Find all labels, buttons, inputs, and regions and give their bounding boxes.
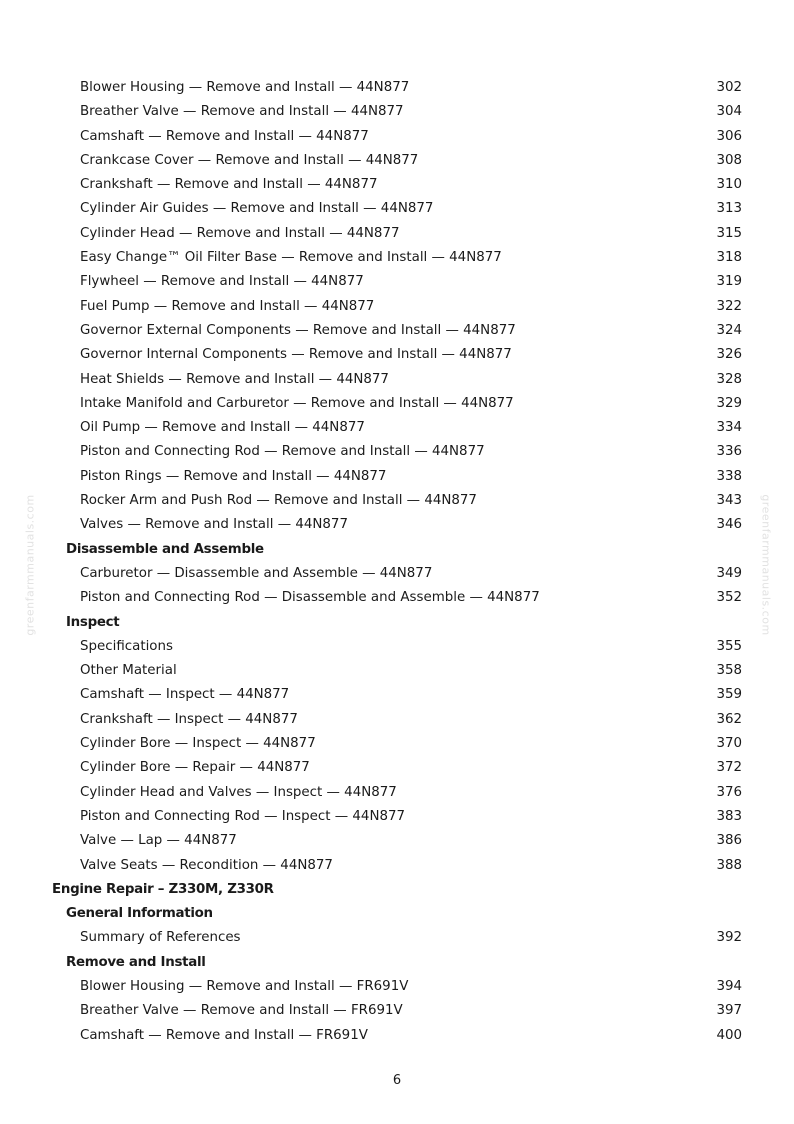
toc-entry[interactable] [0,197,794,221]
toc-entry-page: 349 [716,565,742,581]
toc-entry-title: Carburetor — Disassemble and Assemble — 44N877 [80,565,433,581]
toc-entry-page: 326 [716,347,742,363]
toc-entry-page: 322 [716,298,742,314]
toc-entry-title: General Information [66,906,213,922]
toc-entry-page: 343 [716,493,742,509]
toc-entry[interactable] [0,999,794,1023]
toc-entry[interactable] [0,465,794,489]
toc-entry[interactable] [0,586,794,610]
toc-entry-title: Cylinder Head and Valves — Inspect — 44N877 [80,784,397,800]
toc-entry-page: 328 [716,371,742,387]
toc-entry[interactable] [0,1024,794,1048]
toc-entry-page: 394 [716,978,742,994]
toc-entry-title: Disassemble and Assemble [66,541,264,557]
toc-entry-page: 319 [716,274,742,290]
toc-entry[interactable] [0,756,794,780]
toc-entry-page: 313 [716,201,742,217]
toc-entry-page: 318 [716,250,742,266]
toc-entry[interactable] [0,708,794,732]
toc-entry-title: Blower Housing — Remove and Install — FR691V [80,978,409,994]
toc-entry[interactable] [0,368,794,392]
toc-entry[interactable] [0,829,794,853]
page-number: 6 [392,1073,402,1088]
toc-section-heading[interactable] [0,902,794,926]
toc-entry[interactable] [0,659,794,683]
toc-entry-page: 306 [716,128,742,144]
table-of-contents [0,76,794,1048]
toc-entry-title: Valve Seats — Recondition — 44N877 [80,857,333,873]
toc-entry-title: Crankshaft — Inspect — 44N877 [80,711,298,727]
toc-entry-title: Breather Valve — Remove and Install — 44N877 [80,104,404,120]
toc-entry-title: Piston and Connecting Rod — Remove and Install — 44N877 [80,444,485,460]
toc-entry-title: Summary of References [80,930,241,946]
toc-entry-page: 352 [716,590,742,606]
toc-entry-page: 388 [716,857,742,873]
toc-entry[interactable] [0,149,794,173]
toc-entry-title: Camshaft — Remove and Install — FR691V [80,1027,368,1043]
toc-chapter-heading[interactable] [0,878,794,902]
toc-entry-page: 392 [716,930,742,946]
watermark-right: greenfarmmanuals.com [759,494,773,636]
toc-entry-page: 310 [716,177,742,193]
toc-entry[interactable] [0,635,794,659]
toc-entry-title: Inspect [66,614,120,630]
toc-entry-page: 376 [716,784,742,800]
toc-entry-page: 355 [716,638,742,654]
toc-entry[interactable] [0,926,794,950]
toc-entry-title: Cylinder Head — Remove and Install — 44N877 [80,225,400,241]
toc-entry-page: 383 [716,808,742,824]
toc-entry-page: 386 [716,833,742,849]
toc-entry-title: Crankcase Cover — Remove and Install — 44N877 [80,152,419,168]
toc-entry-page: 400 [716,1027,742,1043]
toc-entry-page: 362 [716,711,742,727]
toc-entry[interactable] [0,173,794,197]
toc-section-heading[interactable] [0,538,794,562]
toc-entry-title: Engine Repair – Z330M, Z330R [52,881,274,897]
toc-entry[interactable] [0,440,794,464]
toc-entry-title: Cylinder Bore — Repair — 44N877 [80,760,310,776]
toc-entry-title: Cylinder Bore — Inspect — 44N877 [80,736,316,752]
toc-entry-title: Camshaft — Remove and Install — 44N877 [80,128,369,144]
toc-entry-page: 302 [716,80,742,95]
toc-entry[interactable] [0,343,794,367]
toc-entry[interactable] [0,489,794,513]
toc-entry[interactable] [0,805,794,829]
toc-entry-title: Intake Manifold and Carburetor — Remove and Install — 44N877 [80,395,514,411]
toc-entry-page: 372 [716,760,742,776]
toc-entry-page: 315 [716,225,742,241]
toc-entry[interactable] [0,781,794,805]
toc-entry[interactable] [0,975,794,999]
toc-entry-title: Cylinder Air Guides — Remove and Install — 44N877 [80,201,434,217]
toc-entry-page: 346 [716,517,742,533]
toc-section-heading[interactable] [0,951,794,975]
toc-entry-title: Fuel Pump — Remove and Install — 44N877 [80,298,375,314]
toc-entry-title: Other Material [80,663,177,679]
toc-entry-title: Valves — Remove and Install — 44N877 [80,517,348,533]
toc-entry[interactable] [0,222,794,246]
toc-entry-page: 370 [716,736,742,752]
toc-entry-page: 324 [716,322,742,338]
toc-entry[interactable] [0,100,794,124]
toc-entry-page: 338 [716,468,742,484]
toc-entry-title: Governor Internal Components — Remove and Install — 44N877 [80,347,512,363]
toc-entry-title: Rocker Arm and Push Rod — Remove and Install — 44N877 [80,493,477,509]
toc-entry-title: Breather Valve — Remove and Install — FR691V [80,1003,403,1019]
toc-entry[interactable] [0,125,794,149]
toc-entry-title: Crankshaft — Remove and Install — 44N877 [80,177,378,193]
toc-entry-title: Piston and Connecting Rod — Disassemble and Assemble — 44N877 [80,590,540,606]
toc-entry-title: Specifications [80,638,173,654]
toc-entry[interactable] [0,416,794,440]
toc-entry[interactable] [0,562,794,586]
toc-entry[interactable] [0,270,794,294]
toc-entry[interactable] [0,732,794,756]
toc-entry-title: Flywheel — Remove and Install — 44N877 [80,274,364,290]
toc-entry-page: 359 [716,687,742,703]
toc-entry-title: Easy Change™ Oil Filter Base — Remove and Install — 44N877 [80,250,502,266]
toc-entry-title: Blower Housing — Remove and Install — 44N877 [80,80,410,95]
toc-entry-page: 336 [716,444,742,460]
toc-entry-title: Governor External Components — Remove and Install — 44N877 [80,322,516,338]
toc-entry-title: Valve — Lap — 44N877 [80,833,237,849]
toc-entry[interactable] [0,295,794,319]
toc-entry[interactable] [0,76,794,100]
toc-entry-page: 397 [716,1003,742,1019]
toc-entry-page: 358 [716,663,742,679]
toc-entry-page: 329 [716,395,742,411]
toc-entry-page: 304 [716,104,742,120]
toc-entry[interactable] [0,854,794,878]
toc-entry[interactable] [0,246,794,270]
toc-entry-title: Piston and Connecting Rod — Inspect — 44N877 [80,808,406,824]
toc-entry[interactable] [0,683,794,707]
toc-entry-title: Piston Rings — Remove and Install — 44N877 [80,468,387,484]
watermark-left: greenfarmmanuals.com [23,494,37,636]
toc-entry-title: Oil Pump — Remove and Install — 44N877 [80,420,365,436]
toc-section-heading[interactable] [0,611,794,635]
toc-entry-page: 334 [716,420,742,436]
toc-entry-title: Heat Shields — Remove and Install — 44N877 [80,371,389,387]
toc-entry-title: Camshaft — Inspect — 44N877 [80,687,290,703]
toc-entry-title: Remove and Install [66,954,206,970]
toc-entry[interactable] [0,392,794,416]
toc-entry[interactable] [0,319,794,343]
toc-entry[interactable] [0,513,794,537]
toc-entry-page: 308 [716,152,742,168]
